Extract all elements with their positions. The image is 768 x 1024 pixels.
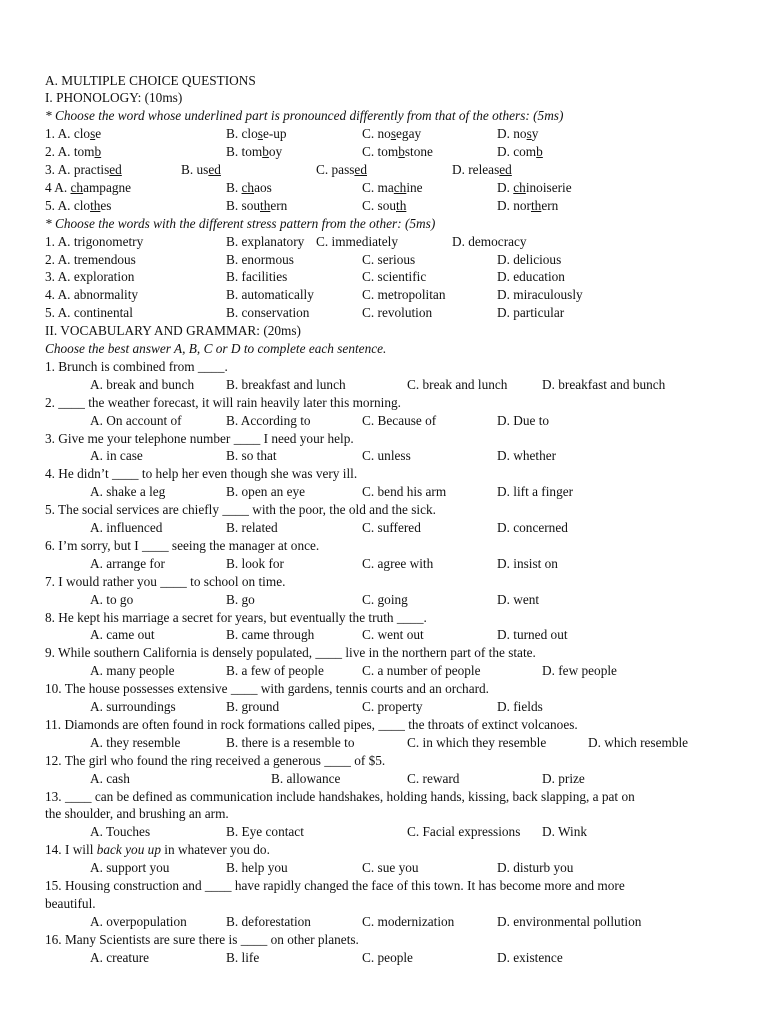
answer-option bbox=[362, 662, 481, 680]
answer-option bbox=[362, 591, 408, 609]
text-run: B. related bbox=[226, 520, 278, 535]
text-run: 4. A. abnormality bbox=[45, 287, 139, 303]
underlined-sound: b bbox=[398, 144, 405, 160]
text-run: II. VOCABULARY AND GRAMMAR: (20ms) bbox=[45, 323, 301, 339]
line-text bbox=[45, 322, 301, 340]
answer-option bbox=[226, 179, 272, 197]
text-run: C. scientific bbox=[362, 269, 427, 285]
answer-option bbox=[90, 555, 165, 573]
text-run: 12. The girl who found the ring received a generous ____ of $5. bbox=[45, 752, 386, 768]
text-run: 16. Many Scientists are sure there is ____ on other planets. bbox=[45, 931, 359, 947]
line-text bbox=[45, 215, 435, 233]
line-text bbox=[45, 788, 635, 806]
answer-option bbox=[497, 251, 561, 269]
text-run: e bbox=[95, 126, 102, 142]
underlined-sound: ed bbox=[499, 162, 512, 177]
text-run: 5. A. continental bbox=[45, 305, 133, 321]
text-run: 2. ____ the weather forecast, it will rain heavily later this morning. bbox=[45, 394, 401, 410]
answer-option bbox=[226, 286, 314, 304]
text-run: Choose the best answer A, B, C or D to complete each sentence. bbox=[45, 341, 387, 356]
underlined-sound: ch bbox=[513, 179, 526, 195]
underlined-sound: s bbox=[257, 126, 263, 142]
underlined-sound: th bbox=[260, 197, 271, 213]
answer-option bbox=[45, 304, 133, 322]
answer-option bbox=[497, 519, 568, 537]
line-text bbox=[45, 609, 427, 627]
text-run: C. a number of people bbox=[362, 663, 481, 679]
answer-option bbox=[362, 286, 445, 304]
text-run: A. in case bbox=[90, 448, 143, 464]
answer-option bbox=[90, 591, 133, 609]
answer-option bbox=[362, 519, 421, 537]
answer-option bbox=[45, 125, 101, 143]
underlined-sound: th bbox=[396, 197, 407, 213]
answer-option bbox=[362, 412, 436, 430]
text-run: C. break and lunch bbox=[407, 376, 508, 392]
text-run: e-up bbox=[262, 126, 287, 142]
text-run: D. disturb you bbox=[497, 860, 574, 876]
text-run: aos bbox=[254, 179, 272, 195]
text-run: D. no bbox=[497, 126, 527, 142]
line-text bbox=[45, 465, 357, 483]
answer-option bbox=[90, 734, 180, 752]
text-run: C. in which they resemble bbox=[407, 734, 547, 750]
answer-option bbox=[362, 483, 446, 501]
text-run: D. turned out bbox=[497, 627, 568, 643]
answer-option bbox=[497, 268, 565, 286]
answer-option bbox=[226, 823, 304, 841]
text-run: B. breakfast and lunch bbox=[226, 376, 346, 392]
answer-option bbox=[226, 626, 314, 644]
text-run: C. going bbox=[362, 591, 408, 607]
text-run: B. explanatory bbox=[226, 233, 305, 249]
italic-phrase: back you up bbox=[96, 842, 161, 858]
answer-option bbox=[226, 376, 346, 394]
answer-option bbox=[45, 268, 134, 286]
answer-option bbox=[90, 412, 182, 430]
text-run: B. tom bbox=[226, 144, 263, 160]
text-run: ampagne bbox=[83, 179, 132, 195]
line-text bbox=[45, 805, 229, 823]
answer-option bbox=[226, 412, 311, 430]
text-run: B. open an eye bbox=[226, 484, 306, 500]
text-run: B. came through bbox=[226, 627, 315, 643]
text-run: 3. Give me your telephone number ____ I need your help. bbox=[45, 430, 354, 446]
answer-option bbox=[226, 555, 284, 573]
answer-option bbox=[226, 304, 309, 322]
answer-option bbox=[45, 251, 136, 269]
answer-option bbox=[542, 376, 665, 394]
answer-option bbox=[542, 823, 587, 841]
text-run: D. breakfast and bunch bbox=[542, 376, 666, 392]
text-run: 2. A. tom bbox=[45, 144, 95, 160]
text-run: D. releas bbox=[452, 162, 500, 177]
line-text bbox=[45, 841, 270, 859]
answer-option bbox=[497, 179, 572, 197]
text-run: 2. A. tremendous bbox=[45, 251, 136, 267]
line-text bbox=[45, 680, 489, 698]
answer-option bbox=[497, 125, 538, 143]
text-run: C. serious bbox=[362, 251, 416, 267]
text-run: B. go bbox=[226, 591, 255, 607]
line-text bbox=[45, 501, 436, 519]
text-run: B. ground bbox=[226, 699, 280, 714]
text-run: B. us bbox=[181, 162, 209, 177]
text-run: A. to go bbox=[90, 591, 134, 607]
text-run: C. revolution bbox=[362, 305, 433, 321]
text-run: B. allowance bbox=[271, 770, 341, 786]
line-text bbox=[45, 107, 563, 125]
answer-option bbox=[45, 179, 131, 197]
answer-option bbox=[90, 913, 187, 931]
underlined-sound: b bbox=[262, 144, 269, 160]
text-run: D. Wink bbox=[542, 824, 588, 840]
text-run: 4. He didn’t ____ to help her even though she was very ill. bbox=[45, 466, 358, 482]
text-run: A. overpopulation bbox=[90, 913, 187, 929]
answer-option bbox=[90, 859, 169, 877]
underlined-sound: ch bbox=[241, 179, 255, 195]
answer-option bbox=[362, 143, 433, 161]
answer-option bbox=[90, 949, 149, 967]
text-run: C. sue you bbox=[362, 860, 419, 876]
text-run: 7. I would rather you ____ to school on time. bbox=[45, 573, 286, 589]
answer-option bbox=[407, 770, 459, 788]
answer-option bbox=[407, 823, 520, 841]
text-run: 3. A. exploration bbox=[45, 269, 135, 285]
text-run: 14. I will bbox=[45, 842, 97, 858]
text-run: C. modernization bbox=[362, 913, 455, 929]
text-run: 10. The house possesses extensive ____ with gardens, tennis courts and an orchard. bbox=[45, 681, 489, 697]
underlined-sound: ed bbox=[208, 162, 221, 177]
text-run: D. particular bbox=[497, 305, 565, 321]
text-run: A. break and bunch bbox=[90, 376, 195, 392]
text-run: C. pass bbox=[316, 162, 355, 177]
text-run: B. there is a resemble to bbox=[226, 734, 355, 750]
text-run: 13. ____ can be defined as communication include handshakes, holding hands, kissing, back slapping, a pat on bbox=[45, 788, 635, 804]
text-run: ern bbox=[270, 197, 288, 213]
text-run: D. com bbox=[497, 144, 537, 160]
answer-option bbox=[407, 734, 546, 752]
text-run: A. cash bbox=[90, 770, 130, 786]
answer-option bbox=[497, 286, 583, 304]
text-run: I. PHONOLOGY: (10ms) bbox=[45, 90, 183, 106]
text-run: D. few people bbox=[542, 663, 617, 679]
answer-option bbox=[316, 161, 367, 179]
answer-option bbox=[362, 949, 413, 967]
answer-option bbox=[226, 125, 287, 143]
text-run: C. reward bbox=[407, 770, 460, 786]
answer-option bbox=[497, 412, 549, 430]
line-text bbox=[45, 752, 385, 770]
text-run: A. support you bbox=[90, 860, 170, 876]
answer-option bbox=[90, 376, 194, 394]
text-run: D. environmental pollution bbox=[497, 913, 642, 929]
text-run: D. miraculously bbox=[497, 287, 583, 303]
text-run: C. unless bbox=[362, 448, 411, 464]
answer-option bbox=[226, 949, 259, 967]
text-run: D. prize bbox=[542, 770, 585, 786]
answer-option bbox=[226, 483, 305, 501]
text-run: D. lift a finger bbox=[497, 484, 574, 500]
text-run: 8. He kept his marriage a secret for years, but eventually the truth ____. bbox=[45, 609, 427, 625]
answer-option bbox=[497, 555, 558, 573]
text-run: in whatever you do. bbox=[160, 842, 270, 858]
answer-option bbox=[90, 447, 143, 465]
answer-option bbox=[497, 197, 558, 215]
text-run: C. no bbox=[362, 126, 391, 142]
answer-option bbox=[452, 233, 527, 251]
text-run: B. clo bbox=[226, 126, 258, 142]
text-run: A. creature bbox=[90, 949, 150, 965]
answer-option bbox=[226, 143, 282, 161]
text-run: C. sou bbox=[362, 197, 396, 213]
text-run: A. surroundings bbox=[90, 699, 176, 714]
text-run: * Choose the words with the different stress pattern from the other: (5ms) bbox=[45, 215, 436, 231]
answer-option bbox=[497, 143, 543, 161]
text-run: D. democracy bbox=[452, 233, 527, 249]
underlined-sound: b bbox=[536, 144, 543, 160]
text-run: B. Eye contact bbox=[226, 824, 304, 840]
answer-option bbox=[226, 591, 255, 609]
text-run: B. look for bbox=[226, 555, 284, 571]
text-run: B. bbox=[226, 179, 242, 195]
answer-option bbox=[362, 913, 454, 931]
answer-option bbox=[226, 698, 279, 716]
text-run: 1. Brunch is combined from ____. bbox=[45, 358, 228, 374]
answer-option bbox=[90, 662, 175, 680]
answer-option bbox=[362, 179, 423, 197]
answer-option bbox=[497, 626, 568, 644]
line-text bbox=[45, 931, 359, 949]
answer-option bbox=[90, 519, 162, 537]
text-run: A. MULTIPLE CHOICE QUESTIONS bbox=[45, 72, 256, 88]
answer-option bbox=[316, 233, 398, 251]
text-run: D. nor bbox=[497, 197, 531, 213]
text-run: D. fields bbox=[497, 699, 543, 714]
answer-option bbox=[226, 662, 324, 680]
text-run: D. whether bbox=[497, 448, 557, 464]
text-run: 1. A. trigonometry bbox=[45, 233, 144, 249]
text-run: C. Facial expressions bbox=[407, 824, 521, 840]
text-run: C. immediately bbox=[316, 233, 398, 249]
answer-option bbox=[45, 197, 111, 215]
answer-option bbox=[226, 519, 278, 537]
text-run: B. a few of people bbox=[226, 663, 324, 679]
text-run: B. deforestation bbox=[226, 913, 311, 929]
text-run: D. Due to bbox=[497, 412, 550, 428]
text-run: A. Touches bbox=[90, 824, 151, 840]
underlined-sound: ed bbox=[354, 162, 367, 177]
line-text bbox=[45, 716, 578, 734]
underlined-sound: s bbox=[390, 126, 397, 142]
text-run: C. metropolitan bbox=[362, 287, 446, 303]
answer-option bbox=[497, 949, 563, 967]
text-run: C. bend his arm bbox=[362, 484, 447, 500]
text-run: D. insist on bbox=[497, 555, 558, 571]
text-run: B. sou bbox=[226, 197, 260, 213]
text-run: 5. A. clo bbox=[45, 197, 91, 213]
text-run: D. education bbox=[497, 269, 565, 285]
answer-option bbox=[497, 913, 641, 931]
underlined-sound: s bbox=[526, 126, 532, 142]
underlined-sound: ed bbox=[109, 162, 122, 177]
text-run: D. which resemble bbox=[588, 734, 689, 750]
answer-option bbox=[45, 233, 143, 251]
text-run: C. tom bbox=[362, 144, 399, 160]
underlined-sound: s bbox=[90, 126, 96, 142]
answer-option bbox=[45, 161, 122, 179]
answer-option bbox=[226, 268, 287, 286]
text-run: C. property bbox=[362, 699, 423, 714]
answer-option bbox=[497, 859, 573, 877]
answer-option bbox=[90, 698, 176, 716]
answer-option bbox=[362, 447, 411, 465]
text-run: the shoulder, and brushing an arm. bbox=[45, 806, 229, 822]
text-run: B. conservation bbox=[226, 305, 310, 321]
answer-option bbox=[45, 286, 138, 304]
text-run: * Choose the word whose underlined part is pronounced differently from that of the others: (5ms) bbox=[45, 108, 564, 124]
answer-option bbox=[226, 251, 294, 269]
text-run: C. agree with bbox=[362, 555, 434, 571]
answer-option bbox=[362, 555, 433, 573]
answer-option bbox=[497, 591, 539, 609]
answer-option bbox=[226, 447, 277, 465]
text-run: C. people bbox=[362, 949, 413, 965]
text-run: A. many people bbox=[90, 663, 175, 679]
text-run: A. shake a leg bbox=[90, 484, 166, 500]
line-text bbox=[45, 72, 256, 90]
answer-option bbox=[181, 161, 221, 179]
text-run: 15. Housing construction and ____ have rapidly changed the face of this town. It has become more and more bbox=[45, 878, 625, 893]
answer-option bbox=[90, 626, 155, 644]
line-text bbox=[45, 644, 536, 662]
answer-option bbox=[407, 376, 507, 394]
text-run: A. influenced bbox=[90, 520, 163, 535]
answer-option bbox=[542, 770, 585, 788]
text-run: B. automatically bbox=[226, 287, 314, 303]
answer-option bbox=[90, 823, 150, 841]
answer-option bbox=[226, 197, 287, 215]
text-run: B. facilities bbox=[226, 269, 288, 285]
text-run: 11. Diamonds are often found in rock formations called pipes, ____ the throats of extinct volcanoes. bbox=[45, 716, 578, 732]
answer-option bbox=[226, 734, 355, 752]
answer-option bbox=[362, 304, 432, 322]
text-run: C. ma bbox=[362, 179, 394, 195]
answer-option bbox=[226, 233, 304, 251]
text-run: stone bbox=[404, 144, 433, 160]
text-run: A. On account of bbox=[90, 412, 182, 428]
text-run: C. Because of bbox=[362, 412, 437, 428]
underlined-sound: b bbox=[94, 144, 102, 160]
text-run: C. suffered bbox=[362, 520, 421, 535]
line-text bbox=[45, 895, 96, 913]
text-run: es bbox=[100, 197, 112, 213]
answer-option bbox=[271, 770, 340, 788]
answer-option bbox=[45, 143, 101, 161]
answer-option bbox=[362, 626, 424, 644]
answer-option bbox=[226, 913, 311, 931]
text-run: B. enormous bbox=[226, 251, 294, 267]
text-run: A. came out bbox=[90, 627, 155, 643]
text-run: 3. A. practis bbox=[45, 162, 110, 177]
text-run: B. According to bbox=[226, 412, 311, 428]
answer-option bbox=[362, 698, 423, 716]
text-run: B. so that bbox=[226, 448, 277, 464]
answer-option bbox=[497, 698, 543, 716]
answer-option bbox=[497, 447, 556, 465]
answer-option bbox=[362, 859, 419, 877]
text-run: 1. A. clo bbox=[45, 126, 91, 142]
line-text bbox=[45, 573, 285, 591]
text-run: 4 A. bbox=[45, 179, 71, 195]
text-run: inoiserie bbox=[525, 179, 572, 195]
line-text bbox=[45, 358, 228, 376]
text-run: D. delicious bbox=[497, 251, 562, 267]
answer-option bbox=[226, 859, 288, 877]
text-run: ern bbox=[541, 197, 559, 213]
line-text bbox=[45, 340, 386, 358]
text-run: y bbox=[531, 126, 539, 142]
answer-option bbox=[497, 483, 573, 501]
line-text bbox=[45, 394, 401, 412]
line-text bbox=[45, 537, 319, 555]
underlined-sound: ch bbox=[393, 179, 407, 195]
text-run: 5. The social services are chiefly ____ with the poor, the old and the sick. bbox=[45, 502, 436, 518]
answer-option bbox=[452, 161, 512, 179]
text-run: oy bbox=[268, 144, 283, 160]
answer-option bbox=[90, 770, 130, 788]
line-text bbox=[45, 877, 625, 895]
underlined-sound: ch bbox=[70, 179, 84, 195]
text-run: A. arrange for bbox=[90, 555, 165, 571]
text-run: B. life bbox=[226, 949, 260, 965]
text-run: A. they resemble bbox=[90, 734, 181, 750]
text-run: egay bbox=[396, 126, 422, 142]
answer-option bbox=[497, 304, 564, 322]
answer-option bbox=[90, 483, 165, 501]
answer-option bbox=[362, 125, 421, 143]
underlined-sound: th bbox=[90, 197, 101, 213]
answer-option bbox=[362, 268, 426, 286]
line-text bbox=[45, 430, 354, 448]
answer-option bbox=[542, 662, 617, 680]
answer-option bbox=[362, 251, 415, 269]
text-run: D. concerned bbox=[497, 520, 568, 535]
text-run: 6. I’m sorry, but I ____ seeing the manager at once. bbox=[45, 537, 320, 553]
text-run: beautiful. bbox=[45, 895, 96, 911]
answer-option bbox=[362, 197, 406, 215]
answer-option bbox=[588, 734, 688, 752]
text-run: D. went bbox=[497, 591, 540, 607]
underlined-sound: th bbox=[530, 197, 542, 213]
text-run: D. existence bbox=[497, 949, 563, 965]
line-text bbox=[45, 89, 182, 107]
text-run: ine bbox=[406, 179, 423, 195]
text-run: D. bbox=[497, 179, 514, 195]
text-run: C. went out bbox=[362, 627, 424, 643]
text-run: 9. While southern California is densely populated, ____ live in the northern part of the state. bbox=[45, 645, 536, 661]
text-run: B. help you bbox=[226, 860, 288, 876]
